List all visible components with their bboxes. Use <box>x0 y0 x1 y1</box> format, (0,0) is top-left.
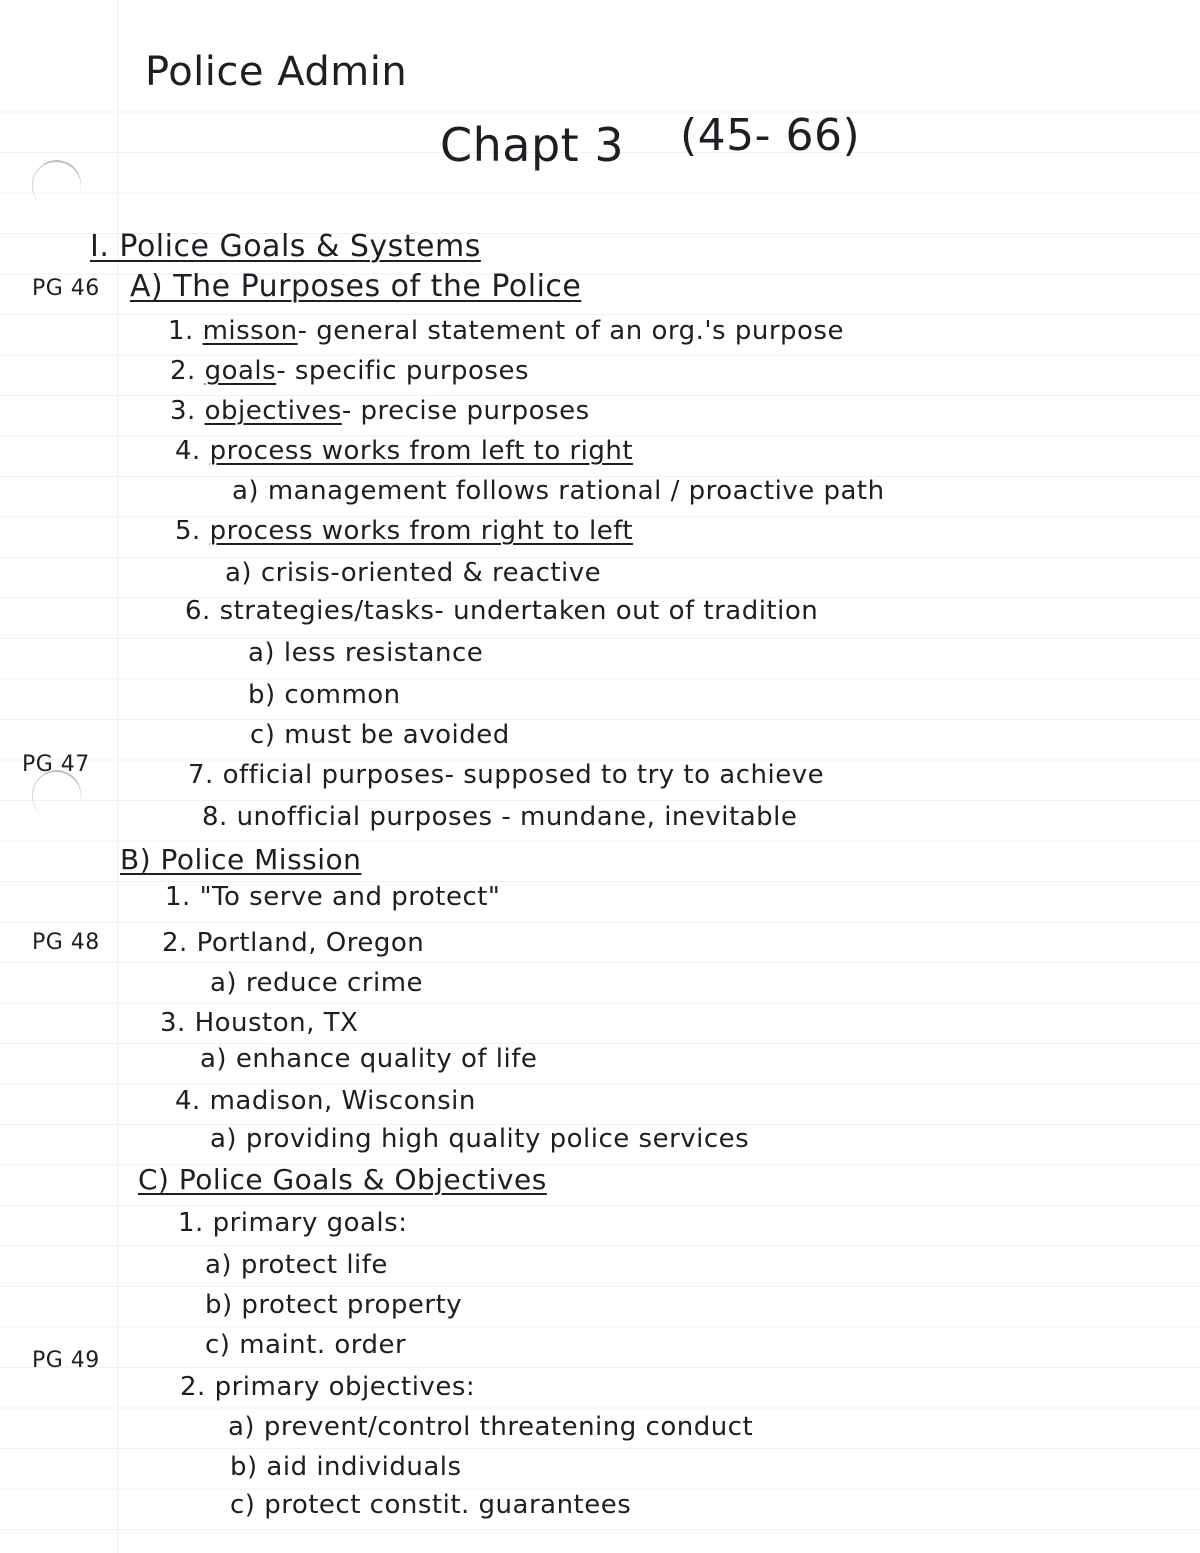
chapter-title: Chapt 3 <box>440 118 625 172</box>
outline-subitem: c) protect constit. guarantees <box>230 1490 632 1520</box>
outline-item: 7. official purposes- supposed to try to achieve <box>188 760 825 790</box>
outline-item: 8. unofficial purposes - mundane, inevitable <box>202 802 798 832</box>
outline-item: 4. process works from left to right <box>175 436 634 466</box>
chapter-pages: (45- 66) <box>680 110 861 161</box>
subsection-heading: B) Police Mission <box>120 843 362 876</box>
outline-item: 3. Houston, TX <box>160 1008 359 1038</box>
outline-subitem: b) aid individuals <box>230 1452 462 1482</box>
term: objectives <box>204 396 342 426</box>
outline-subitem: a) crisis-oriented & reactive <box>225 558 602 588</box>
outline-subitem: a) enhance quality of life <box>200 1044 538 1074</box>
outline-item: 2. Portland, Oregon <box>162 928 425 958</box>
outline-subitem: a) protect life <box>205 1250 388 1280</box>
outline-subitem: a) management follows rational / proactive path <box>232 476 885 506</box>
outline-subitem: c) maint. order <box>205 1330 407 1360</box>
outline-item: 2. primary objectives: <box>180 1372 476 1402</box>
outline-item: 5. process works from right to left <box>175 516 634 546</box>
outline-item: 1. "To serve and protect" <box>165 882 501 912</box>
outline-subitem: a) providing high quality police services <box>210 1124 750 1154</box>
outline-item: 1. primary goals: <box>178 1208 408 1238</box>
margin-note: PG 46 <box>32 276 100 301</box>
outline-subitem: a) reduce crime <box>210 968 424 998</box>
margin-note: PG 49 <box>32 1348 100 1373</box>
term: goals <box>204 356 277 386</box>
outline-subitem: a) prevent/control threatening conduct <box>228 1412 754 1442</box>
term: misson <box>202 316 298 346</box>
outline-subitem: b) common <box>248 680 401 710</box>
outline-item: 2. goals- specific purposes <box>170 356 530 386</box>
outline-item: 3. objectives- precise purposes <box>170 396 590 426</box>
outline-subitem: a) less resistance <box>248 638 484 668</box>
subsection-heading: A) The Purposes of the Police <box>130 269 582 304</box>
outline-subitem: b) protect property <box>205 1290 463 1320</box>
margin-note: PG 48 <box>32 930 100 955</box>
outline-item: 4. madison, Wisconsin <box>175 1086 476 1116</box>
course-title: Police Admin <box>145 49 408 95</box>
outline-item: 6. strategies/tasks- undertaken out of tradition <box>185 596 819 626</box>
outline-subitem: c) must be avoided <box>250 720 510 750</box>
outline-item: 1. misson- general statement of an org.'s purpose <box>168 316 844 346</box>
margin-note: PG 47 <box>22 752 90 777</box>
section-heading: I. Police Goals & Systems <box>90 229 481 264</box>
subsection-heading: C) Police Goals & Objectives <box>138 1163 547 1196</box>
